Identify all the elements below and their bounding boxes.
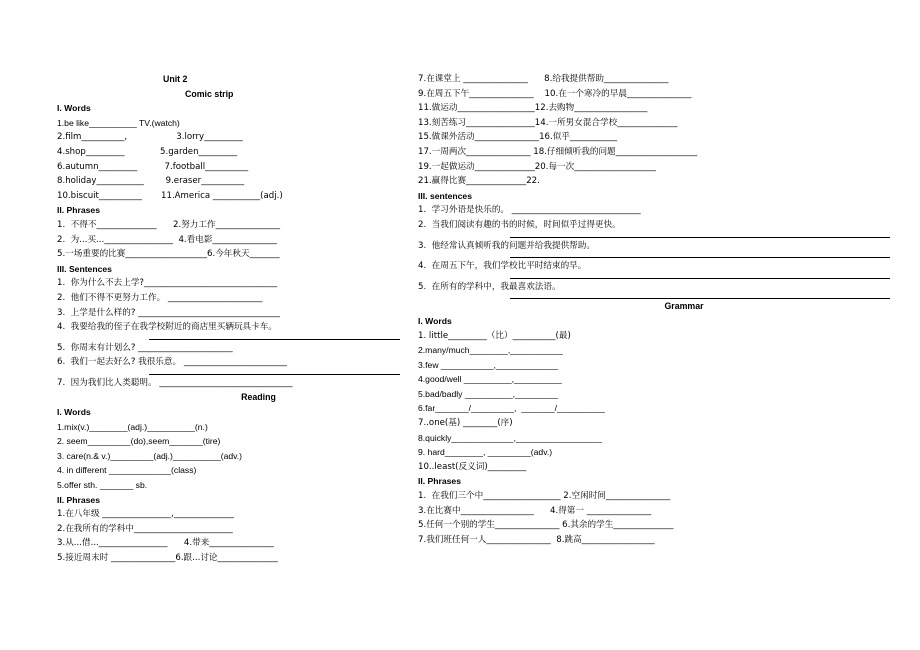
left-column: [0, 72, 410, 566]
grammar-phrases-line: 7.我们班任何一人_______________ 8.跳高_________________: [418, 534, 655, 545]
comic-words-line: 6.autumn_________ 7.football__________: [57, 161, 249, 172]
reading-words-line: 1.mix(v.)________(adj.)__________(n.): [57, 421, 208, 432]
reading-phrases-line: 3.从...借...________________ 4.带来_______________: [57, 538, 274, 549]
phrases-cont-line: 9.在周五下午_______________ 10.在一个寒冷的早晨_______________: [418, 88, 692, 99]
comic-words-line: 4.shop_________ 5.garden_________: [57, 146, 238, 157]
grammar-words-line: 7..one(基) ________(序): [418, 418, 513, 429]
right-sentence-line: 4. 在周五下午，我们学校比平时结束的早。: [418, 261, 587, 272]
right-column: [410, 72, 920, 547]
right-sentence-line: 1. 学习外语是快乐的。 ______________________________: [418, 205, 641, 216]
grammar-words-line: 6.far_______/_________, _______/__________: [418, 403, 605, 414]
grammar-words-line: 1. little_________（比）__________(最): [418, 330, 571, 341]
grammar-words-line: 4.good/well __________,__________: [418, 374, 562, 385]
page-title-unit: Unit 2: [163, 74, 188, 84]
reading-phrases-line: 1.在八年级 ________________,______________: [57, 509, 234, 520]
comic-sentence-line: 2. 他们不得不更努力工作。 ______________________: [57, 292, 263, 303]
phrases-cont-line: 13.刻苦练习________________14.一所男女混合学校______________: [418, 117, 678, 128]
page-title-section: Comic strip: [185, 88, 234, 99]
reading-phrases-line: 5.接近周末时 _______________6.跟...讨论______________: [57, 553, 278, 563]
comic-phrases-line: 5.一场重要的比赛___________________6.今年秋天_______: [57, 249, 280, 260]
right-sentences-header: III. sentences: [418, 190, 472, 201]
phrases-cont-line: 15.做课外活动_______________16.似乎___________: [418, 132, 618, 143]
grammar-phrases-header: II. Phrases: [418, 476, 461, 487]
reading-words-line: 5.offer sth. _______ sb.: [57, 480, 148, 491]
comic-sentence-line: 4. 我要给我的侄子在我学校附近的商店里买辆玩具卡车。: [57, 322, 277, 333]
comic-sentence-line: 3. 上学是什么样的? _________________________________: [57, 307, 280, 318]
comic-words-header: I. Words: [57, 103, 91, 114]
comic-sentence-line: 5. 你周末有计划么? ______________________: [57, 342, 233, 353]
phrases-cont-line: 21.赢得比赛______________22.: [418, 176, 540, 187]
grammar-words-line: 10..least(反义词)_________: [418, 461, 527, 472]
right-sentence-line: 3. 他经常认真倾听我的问题并给我提供帮助。: [418, 240, 595, 251]
right-sentence-line: 5. 在所有的学科中，我最喜欢法语。: [418, 281, 561, 292]
comic-words-line: 8.holiday___________ 9.eraser__________: [57, 176, 245, 187]
reading-words-line: 2. seem_________(do),seem_______(tire): [57, 436, 221, 447]
phrases-cont-line: 11.做运动__________________12.去购物_________________: [418, 103, 648, 114]
phrases-cont-line: 19.一起做运动______________20.每一次___________________: [418, 161, 656, 172]
comic-words-line: 10.biscuit__________ 11.America ___________(adj.): [57, 190, 283, 201]
grammar-words-line: 5.bad/badly __________,_________: [418, 388, 559, 399]
grammar-words-line: 9. hard________, _________(adv.): [418, 447, 553, 458]
reading-words-line: 3. care(n.& v.)_________(adj.)__________(adv.): [57, 450, 243, 461]
comic-sentence-line: 1. 你为什么不去上学?_______________________________: [57, 278, 278, 289]
grammar-words-line: 8.quickly_____________,__________________: [418, 432, 602, 443]
comic-phrases-header: II. Phrases: [57, 205, 100, 216]
comic-words-line: 1.be like__________ TV.(watch): [57, 117, 180, 128]
grammar-phrases-line: 5.任何一个别的学生_______________ 6.其余的学生______________: [418, 520, 674, 531]
two-column-body: [0, 72, 920, 566]
comic-sentence-line: 7. 因为我们比人类聪明。 _______________________________: [57, 377, 293, 388]
grammar-header: Grammar: [664, 301, 704, 312]
reading-header: Reading: [241, 392, 276, 403]
grammar-words-line: 2.many/much________,___________: [418, 345, 563, 356]
reading-words-line: 4. in different _____________(class): [57, 465, 197, 476]
grammar-words-header: I. Words: [418, 315, 452, 326]
phrases-cont-line: 17.一周两次_______________ 18.仔细倾听我的问题___________________: [418, 146, 698, 157]
comic-phrases-line: 2. 为...买...________________ 4.看电影_______________: [57, 234, 277, 245]
comic-sentence-line: 6. 我们一起去好么? 我很乐意。 ________________________: [57, 357, 287, 368]
reading-phrases-header: II. Phrases: [57, 494, 100, 505]
reading-words-header: I. Words: [57, 407, 91, 418]
grammar-phrases-line: 1. 在我们三个中__________________ 2.空闲时间_______________: [418, 491, 671, 502]
grammar-words-line: 3.few ___________,_____________: [418, 359, 559, 370]
comic-phrases-line: 1. 不得不______________ 2.努力工作_______________: [57, 219, 281, 230]
reading-phrases-line: 2.在我所有的学科中_______________________: [57, 523, 233, 534]
grammar-phrases-line: 3.在比赛中_________________ 4.得第一 _______________: [418, 505, 652, 516]
right-sentence-line: 2. 当我们阅读有趣的书的时候，时间似乎过得更快。: [418, 219, 621, 230]
comic-words-line: 2.film__________, 3.lorry_________: [57, 132, 243, 143]
comic-sentences-header: III. Sentences: [57, 263, 112, 274]
phrases-cont-line: 7.在课堂上 _______________ 8.给我提供帮助_______________: [418, 74, 669, 84]
